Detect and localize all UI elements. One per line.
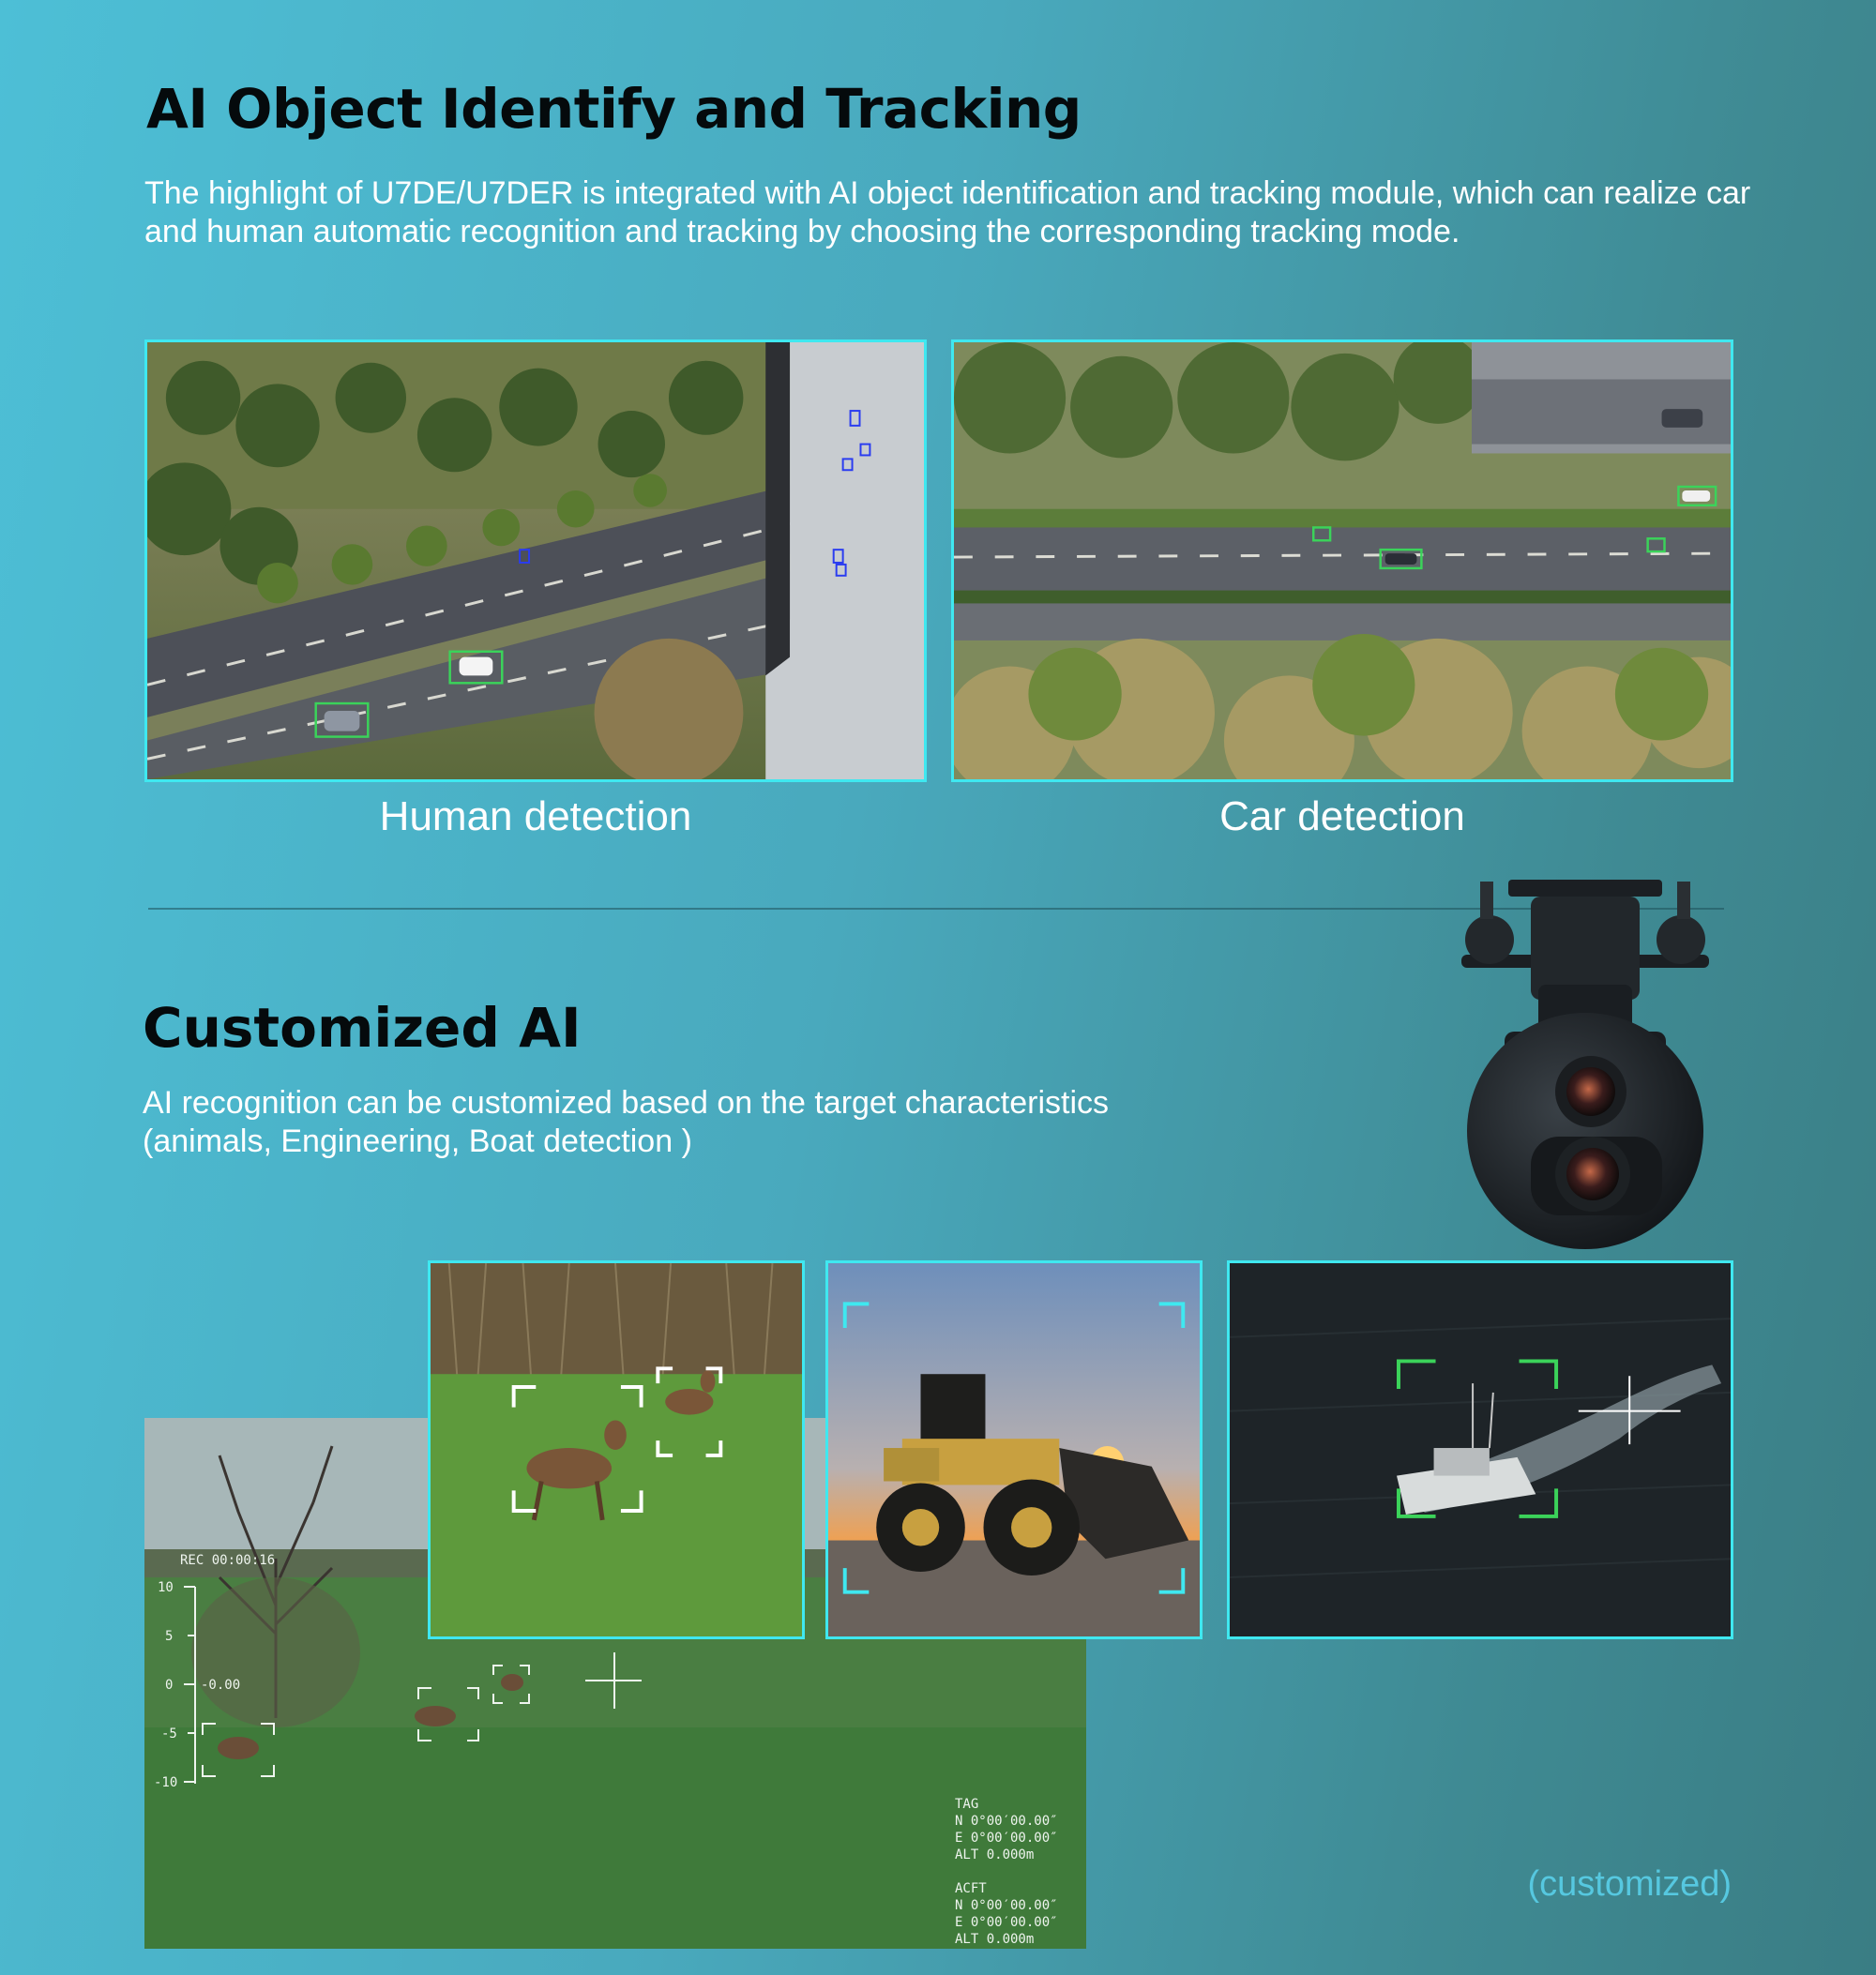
- car-detection-caption: Car detection: [1219, 793, 1465, 839]
- acft-label: ACFT: [955, 1881, 987, 1896]
- section-description-ai-tracking: The highlight of U7DE/U7DER is integrated with AI object identification and tracking module, which can realize car and human automatic recognition and tracking by choosing the corresponding tracking mode.: [144, 175, 1751, 249]
- scale-label-neg5: -5: [161, 1726, 177, 1741]
- scale-label-10: 10: [158, 1580, 174, 1595]
- engineering-detection-image: [825, 1260, 1203, 1639]
- acft-n: N 0°00′00.00″: [955, 1898, 1058, 1913]
- zero-readout: -0.00: [201, 1678, 241, 1693]
- section-title-ai-tracking: AI Object Identify and Tracking: [146, 77, 1082, 141]
- section-title-customized-ai: Customized AI: [143, 996, 582, 1060]
- tag-alt: ALT 0.000m: [955, 1847, 1035, 1862]
- rec-timer: REC 00:00:16: [180, 1553, 276, 1568]
- acft-e: E 0°00′00.00″: [955, 1915, 1058, 1930]
- tag-label: TAG: [955, 1797, 979, 1812]
- gimbal-camera-image: [1452, 872, 1718, 1251]
- section-description-customized-ai: [143, 1084, 1268, 1161]
- deer-detection-image: [428, 1260, 805, 1639]
- tag-n: N 0°00′00.00″: [955, 1814, 1058, 1829]
- description-line-2: (animals, Engineering, Boat detection ): [143, 1123, 692, 1159]
- customized-note: (customized): [1527, 1864, 1732, 1904]
- scale-label-neg10: -10: [154, 1775, 178, 1790]
- car-detection-image: [951, 339, 1733, 782]
- acft-alt: ALT 0.000m: [955, 1932, 1035, 1947]
- description-line-1: AI recognition can be customized based on the target characteristics: [143, 1085, 1110, 1121]
- human-detection-image: [144, 339, 927, 782]
- human-detection-caption: Human detection: [379, 793, 692, 839]
- scale-label-5: 5: [165, 1629, 174, 1644]
- scale-label-0: 0: [165, 1678, 174, 1693]
- tag-e: E 0°00′00.00″: [955, 1831, 1058, 1846]
- boat-detection-image: [1227, 1260, 1733, 1639]
